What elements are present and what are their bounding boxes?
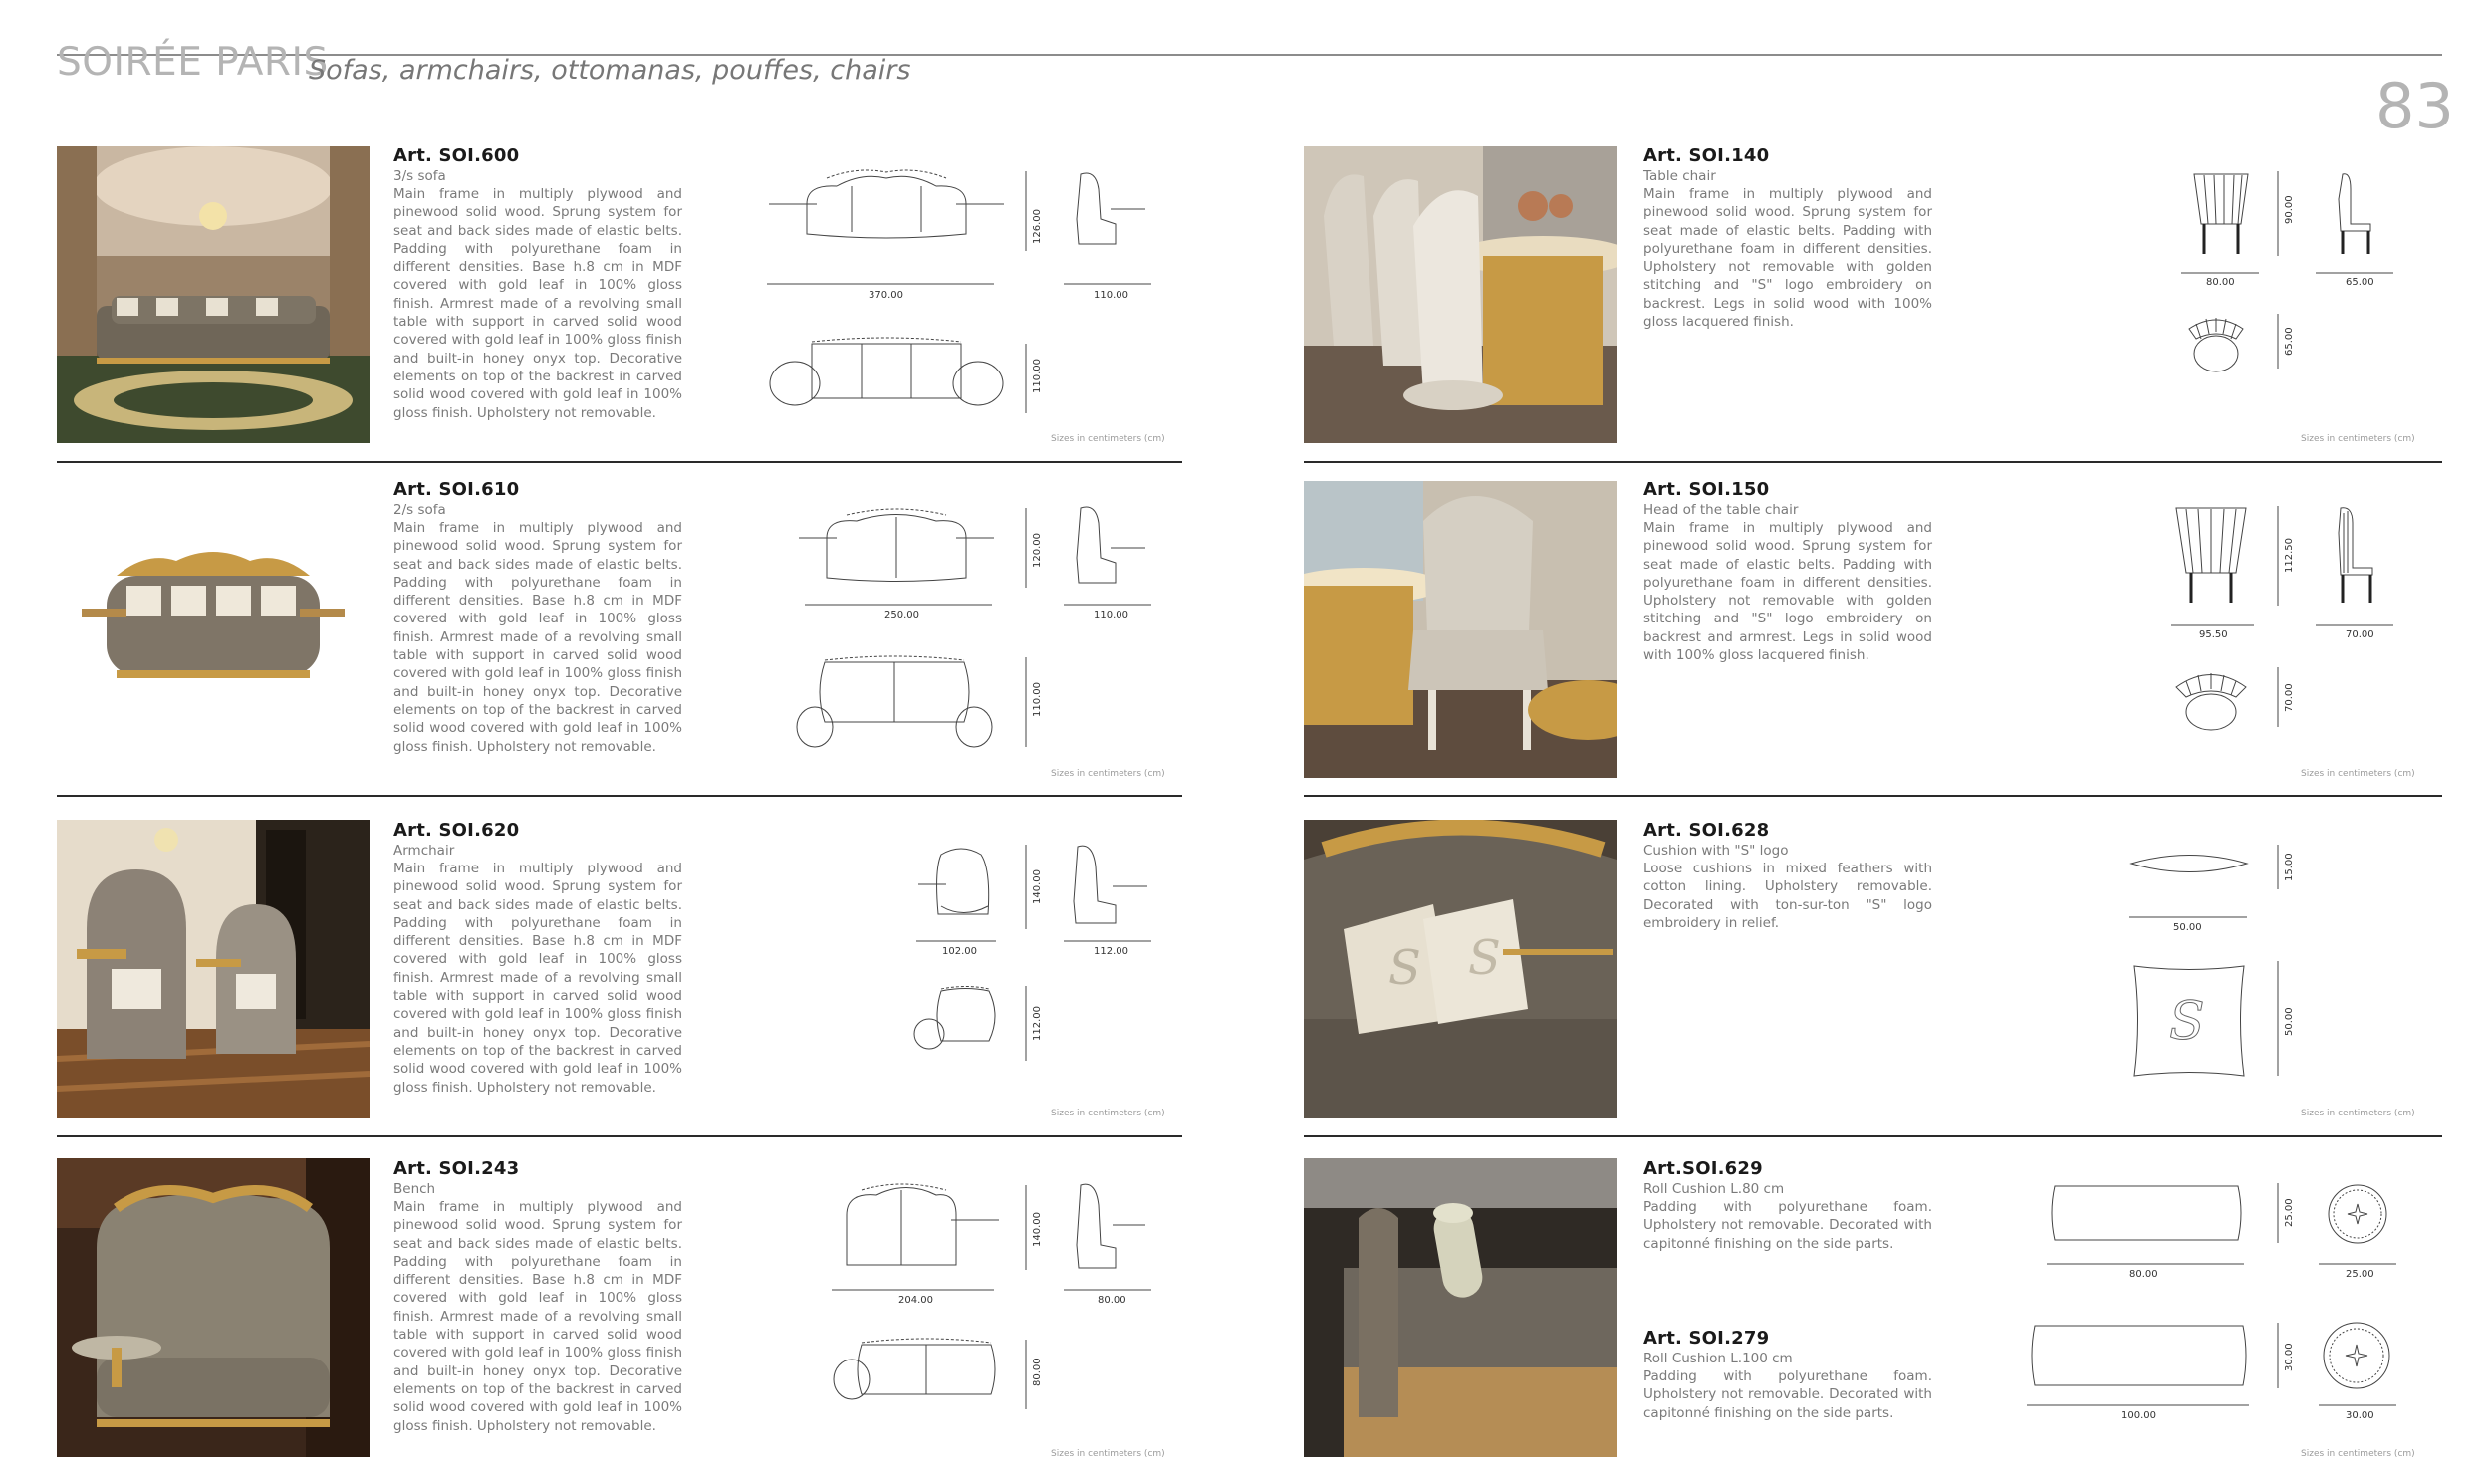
dimension-depth: 112.00 — [1094, 946, 1128, 957]
drawing-chair-front — [2186, 169, 2256, 259]
dimension-width: 80.00 — [2206, 277, 2235, 288]
dimension-width: 204.00 — [898, 1295, 933, 1306]
dimension-side: 50.00 — [2284, 1007, 2295, 1036]
dimension-depth: 65.00 — [2346, 277, 2374, 288]
dimension-line — [805, 603, 994, 607]
dimension-line — [767, 282, 996, 286]
dimension-top-depth: 80.00 — [1032, 1358, 1043, 1386]
dimension-width: 95.50 — [2199, 629, 2228, 640]
dimension-height: 140.00 — [1032, 869, 1043, 904]
product-description: Loose cushions in mixed feathers with cotton lining. Upholstery removable. Decorated with ton-sur-ton "S" logo embroidery in relief. — [1643, 861, 1932, 931]
dimension-line — [2181, 271, 2261, 275]
dimension-line — [2276, 845, 2280, 889]
drawing-roll-100-side — [2027, 1323, 2251, 1388]
sizes-note: Sizes in centimeters (cm) — [2301, 434, 2415, 444]
product-title: Art. SOI.140 — [1643, 145, 1770, 166]
row-divider — [1304, 795, 2442, 797]
dimension-width: 102.00 — [942, 946, 977, 957]
dimension-line — [2129, 915, 2249, 919]
dimension-depth: 80.00 — [1098, 1295, 1126, 1306]
page-number: 83 — [2375, 70, 2454, 142]
product-info-soi629 — [1643, 1158, 1932, 1253]
dimension-depth: 110.00 — [1094, 290, 1128, 301]
product-info-soi610 — [393, 479, 682, 756]
product-title: Art. SOI.620 — [393, 820, 520, 841]
product-description: Main frame in multiply plywood and pinewood solid wood. Sprung system for seat and back sides made of elastic belts. Padding with polyurethane foam in different densities. Base h.8 cm in MDF covered with gold leaf in 100% gloss finish. Armrest made of a revolving small table with support in carved solid wood covered with gold leaf in 100% gloss finish and built-in honey onyx top. Decorative elements on top of the backrest in carved solid wood covered with gold leaf in 100% gloss finish. Upholstery not removable. — [393, 186, 682, 421]
dimension-width: 50.00 — [2173, 922, 2202, 933]
drawing-chair-top — [2181, 314, 2251, 373]
dimension-line — [1024, 344, 1028, 413]
dimension-width: 250.00 — [884, 610, 919, 620]
dimension-height: 140.00 — [1032, 1212, 1043, 1247]
dimension-line — [916, 939, 998, 943]
dimension-depth: 110.00 — [1094, 610, 1128, 620]
product-description: Main frame in multiply plywood and pinewood solid wood. Sprung system for seat and back sides made of elastic belts. Padding with polyurethane foam in different densities. Base h.8 cm in MDF covered with gold leaf in 100% gloss finish. Armrest made of a revolving small table with support in carved solid wood covered with gold leaf in 100% gloss finish and built-in honey onyx top. Decorative elements on top of the backrest in carved solid wood covered with gold leaf in 100% gloss finish. Upholstery not removable. — [393, 861, 682, 1096]
dimension-height: 30.00 — [2284, 1343, 2295, 1371]
product-type: Roll Cushion L.100 cm — [1643, 1351, 1793, 1366]
product-photo-sofa-3s — [57, 146, 370, 443]
product-type: Head of the table chair — [1643, 502, 1799, 518]
drawing-head-chair-side — [2331, 503, 2380, 608]
product-type: Armchair — [393, 843, 455, 859]
svg-text:S: S — [1468, 930, 1501, 986]
sizes-note: Sizes in centimeters (cm) — [1051, 769, 1165, 779]
sizes-note: Sizes in centimeters (cm) — [1051, 434, 1165, 444]
product-photo-table-chair — [1304, 146, 1617, 443]
dimension-line — [1024, 845, 1028, 929]
drawing-bench-top — [832, 1335, 1001, 1409]
drawing-roll-100-end — [2321, 1320, 2392, 1391]
product-title: Art. SOI.150 — [1643, 479, 1770, 500]
product-description: Padding with polyurethane foam. Upholstery not removable. Decorated with capitonné finishing on the side parts. — [1643, 1368, 1932, 1421]
drawing-armchair-side — [1068, 842, 1152, 936]
product-title: Art. SOI.279 — [1643, 1328, 1770, 1349]
product-description: Main frame in multiply plywood and pinewood solid wood. Sprung system for seat made of elastic belts. Padding with polyurethane foam in different densities. Upholstery not removable with golden stitching and "S" logo embroidery on backrest. Legs in solid wood with 100% gloss lacquered finish. — [1643, 186, 1932, 331]
product-title: Art. SOI.610 — [393, 479, 520, 500]
dimension-height: 90.00 — [2284, 195, 2295, 224]
product-photo-head-chair — [1304, 481, 1617, 778]
dimension-line — [2047, 1262, 2246, 1266]
drawing-roll-80-end — [2326, 1182, 2389, 1246]
dimension-line — [1024, 171, 1028, 251]
dimension-line — [2276, 1323, 2280, 1388]
product-title: Art. SOI.628 — [1643, 820, 1770, 841]
dimension-height: 25.00 — [2284, 1198, 2295, 1227]
dimension-line — [2276, 667, 2280, 727]
dimension-line — [2319, 1403, 2398, 1407]
product-description: Main frame in multiply plywood and pinewood solid wood. Sprung system for seat and back sides made of elastic belts. Padding with polyurethane foam in different densities. Base h.8 cm in MDF covered with gold leaf in 100% gloss finish. Armrest made of a revolving small table with support in carved solid wood covered with gold leaf in 100% gloss finish and built-in honey onyx top. Decorative elements on top of the backrest in carved solid wood covered with gold leaf in 100% gloss finish. Upholstery not removable. — [393, 520, 682, 755]
product-info-soi150 — [1643, 479, 1932, 664]
product-info-soi620 — [393, 820, 682, 1097]
drawing-sofa-front — [767, 164, 1006, 254]
dimension-line — [2171, 623, 2256, 627]
product-photo-sofa-2s — [57, 481, 370, 778]
dimension-width: 80.00 — [2129, 1269, 2158, 1280]
dimension-height: 15.00 — [2284, 853, 2295, 881]
dimension-line — [1024, 986, 1028, 1061]
dimension-diameter: 25.00 — [2346, 1269, 2374, 1280]
dimension-diameter: 30.00 — [2346, 1410, 2374, 1421]
drawing-sofa-side — [1071, 503, 1150, 593]
dimension-line — [1064, 939, 1153, 943]
drawing-head-chair-front — [2171, 503, 2251, 608]
product-description: Padding with polyurethane foam. Upholstery not removable. Decorated with capitonné finishing on the side parts. — [1643, 1199, 1932, 1252]
drawing-sofa-top — [795, 652, 994, 752]
sizes-note: Sizes in centimeters (cm) — [2301, 769, 2415, 779]
dimension-top-depth: 65.00 — [2284, 327, 2295, 356]
product-title: Art. SOI.243 — [393, 1158, 520, 1179]
product-info-soi140 — [1643, 145, 1932, 331]
product-info-soi628 — [1643, 820, 1932, 932]
product-info-soi600 — [393, 145, 682, 422]
dimension-line — [1024, 1185, 1028, 1270]
dimension-line — [2276, 961, 2280, 1076]
dimension-line — [2027, 1403, 2251, 1407]
product-type: Cushion with "S" logo — [1643, 843, 1789, 859]
dimension-line — [1064, 282, 1153, 286]
row-divider — [57, 795, 1182, 797]
dimension-width: 370.00 — [869, 290, 903, 301]
product-photo-cushion — [1304, 820, 1617, 1118]
drawing-head-chair-top — [2171, 667, 2251, 732]
dimension-height: 120.00 — [1032, 533, 1043, 568]
drawing-sofa-front — [797, 503, 996, 598]
dimension-height: 112.50 — [2284, 538, 2295, 573]
dimension-line — [2276, 314, 2280, 369]
dimension-line — [1024, 657, 1028, 747]
row-divider — [57, 461, 1182, 463]
sizes-note: Sizes in centimeters (cm) — [2301, 1109, 2415, 1118]
drawing-sofa-top — [767, 334, 1006, 413]
dimension-depth: 70.00 — [2346, 629, 2374, 640]
drawing-armchair-front — [916, 845, 1001, 934]
product-type: 3/s sofa — [393, 168, 446, 184]
product-type: Bench — [393, 1181, 436, 1197]
dimension-line — [1064, 1288, 1153, 1292]
product-title: Art.SOI.629 — [1643, 1158, 1763, 1179]
product-photo-armchair — [57, 820, 370, 1118]
sizes-note: Sizes in centimeters (cm) — [1051, 1109, 1165, 1118]
dimension-line — [1024, 508, 1028, 588]
product-description: Main frame in multiply plywood and pinewood solid wood. Sprung system for seat made of elastic belts. Padding with polyurethane foam in different densities. Upholstery not removable with golden stitching and "S" logo embroidery on backrest and armrest. Legs in solid wood with 100% gloss lacquered finish. — [1643, 520, 1932, 664]
svg-text:S: S — [2169, 992, 2205, 1052]
dimension-line — [2276, 506, 2280, 606]
drawing-cushion-front — [2129, 961, 2249, 1081]
product-photo-bench — [57, 1158, 370, 1457]
product-description: Main frame in multiply plywood and pinewood solid wood. Sprung system for seat and back sides made of elastic belts. Padding with polyurethane foam in different densities. Base h.8 cm in MDF covered with gold leaf in 100% gloss finish. Armrest made of a revolving small table with support in carved solid wood covered with gold leaf in 100% gloss finish and built-in honey onyx top. Decorative elements on top of the backrest in carved solid wood covered with gold leaf in 100% gloss finish. Upholstery not removable. — [393, 1199, 682, 1434]
dimension-top-depth: 70.00 — [2284, 683, 2295, 712]
drawing-bench-front — [832, 1180, 1001, 1280]
product-info-soi243 — [393, 1158, 682, 1435]
row-divider — [57, 1135, 1182, 1137]
dimension-line — [1064, 603, 1153, 607]
dimension-line — [1024, 1340, 1028, 1409]
dimension-line — [832, 1288, 996, 1292]
drawing-sofa-side — [1071, 169, 1150, 254]
dimension-width: 100.00 — [2121, 1410, 2156, 1421]
product-type: Roll Cushion L.80 cm — [1643, 1181, 1785, 1197]
svg-text:S: S — [1388, 940, 1421, 996]
dimension-top-depth: 110.00 — [1032, 682, 1043, 717]
dimension-line — [2316, 271, 2395, 275]
dimension-line — [2316, 623, 2395, 627]
dimension-top-depth: 112.00 — [1032, 1006, 1043, 1041]
dimension-top-depth: 110.00 — [1032, 359, 1043, 393]
product-info-soi279 — [1643, 1328, 1932, 1422]
drawing-cushion-side — [2129, 849, 2249, 878]
drawing-chair-side — [2331, 169, 2380, 259]
product-type: 2/s sofa — [393, 502, 446, 518]
dimension-line — [2319, 1262, 2398, 1266]
drawing-armchair-top — [911, 986, 1001, 1056]
dimension-line — [2276, 171, 2280, 256]
product-type: Table chair — [1643, 168, 1716, 184]
row-divider — [1304, 461, 2442, 463]
product-photo-roll-cushion — [1304, 1158, 1617, 1457]
sizes-note: Sizes in centimeters (cm) — [2301, 1449, 2415, 1459]
dimension-height: 126.00 — [1032, 209, 1043, 244]
drawing-roll-80-side — [2047, 1183, 2246, 1243]
row-divider — [1304, 1135, 2442, 1137]
brand-title: SOIRÉE PARIS — [57, 40, 329, 85]
product-title: Art. SOI.600 — [393, 145, 520, 166]
drawing-bench-side — [1071, 1180, 1150, 1280]
dimension-line — [2276, 1183, 2280, 1243]
sizes-note: Sizes in centimeters (cm) — [1051, 1449, 1165, 1459]
catalog-subtitle: Sofas, armchairs, ottomanas, pouffes, chairs — [309, 55, 911, 86]
